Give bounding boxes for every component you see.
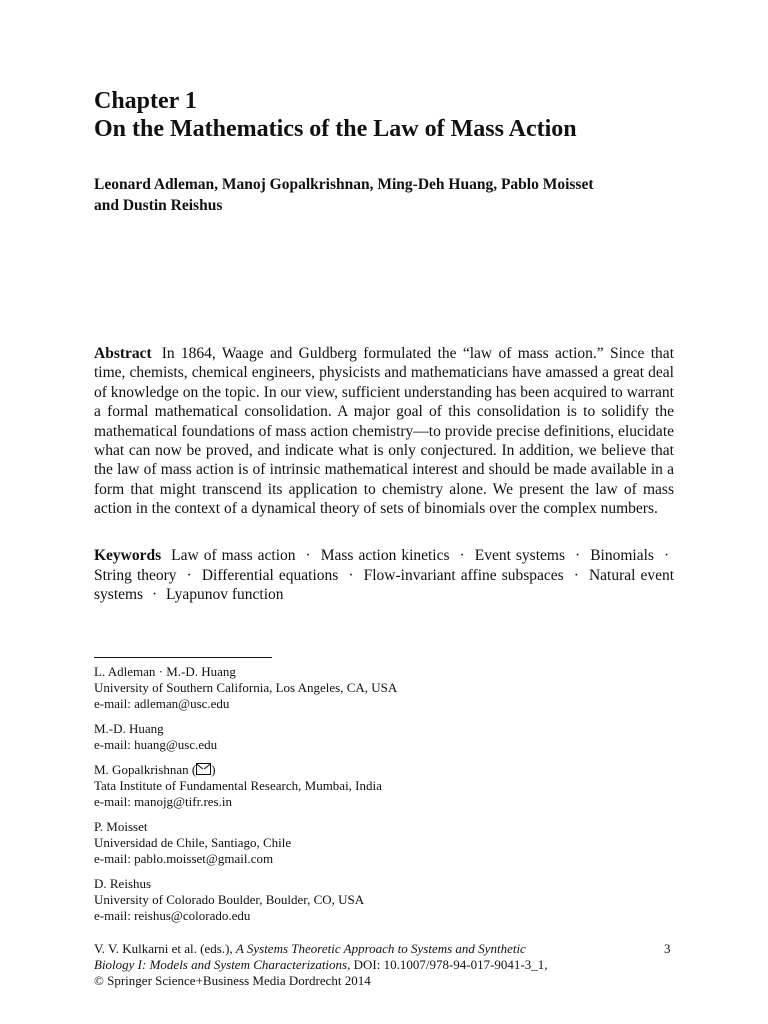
affiliation-huang <box>94 721 674 753</box>
affiliation-reishus <box>94 876 674 924</box>
affiliation-email: e-mail: huang@usc.edu <box>94 737 218 752</box>
book-title-part-1: A Systems Theoretic Approach to Systems and Synthetic <box>235 941 526 956</box>
citation-line-2 <box>94 957 674 973</box>
affiliation-email: e-mail: reishus@colorado.edu <box>94 908 251 923</box>
footnote-divider <box>94 657 272 658</box>
keyword: Lyapunov function <box>166 586 284 604</box>
keyword: Binomials <box>590 547 654 564</box>
affiliation-institution: University of Colorado Boulder, Boulder, CO, USA <box>94 892 365 907</box>
abstract-text: In 1864, Waage and Guldberg formulated the “law of mass action.” Since that time, chemists, chemical engineers, physicists and mathematicians have amassed a great deal of knowledge on the topic. In our view, sufficient understanding has been acquired to warrant a formal mathematical consolidation. A major goal of this consolidation is to solidify the mathematical foundations of mass action chemistry—to provide precise definitions, elucidate what can now be proved, and indicate what is only conjectured. In addition, we believe that the law of mass action is of intrinsic mathematical interest and should be made available in a form that might transcend its application to chemistry alone. We present the law of mass action in the context of a dynamical theory of sets of binomials over the complex numbers. <box>94 345 674 518</box>
keyword-separator: · <box>575 547 581 564</box>
keyword-separator: · <box>663 547 670 564</box>
keyword-separator: · <box>459 547 465 564</box>
keyword-list <box>94 547 674 603</box>
affiliation-name: M.-D. Huang <box>94 721 164 736</box>
affiliation-email: e-mail: pablo.moisset@gmail.com <box>94 851 274 866</box>
affiliation-gopalkrishnan <box>94 762 674 810</box>
affiliation-email: e-mail: adleman@usc.edu <box>94 696 230 711</box>
affiliation-moisset <box>94 819 674 867</box>
citation-line-1 <box>94 941 674 957</box>
affiliation-name: M. Gopalkrishnan <box>94 762 189 777</box>
keywords-label: Keywords <box>94 547 162 564</box>
affiliation-adleman-huang <box>94 664 674 712</box>
author-line-1: Leonard Adleman, Manoj Gopalkrishnan, Ming-Deh Huang, Pablo Moisset <box>94 176 594 193</box>
affiliation-name: P. Moisset <box>94 819 148 834</box>
keyword-separator: · <box>573 566 579 584</box>
keyword: String theory <box>94 566 177 584</box>
chapter-label: Chapter 1 <box>94 88 197 114</box>
affiliations <box>94 664 674 933</box>
chapter-title: On the Mathematics of the Law of Mass Action <box>94 116 577 142</box>
affiliation-name: D. Reishus <box>94 876 152 891</box>
abstract <box>94 344 674 519</box>
copyright-line: © Springer Science+Business Media Dordrecht 2014 <box>94 973 371 988</box>
keyword: Event systems <box>474 547 565 564</box>
citation-doi: , DOI: 10.1007/978-94-017-9041-3_1, <box>347 957 548 972</box>
affiliation-institution: University of Southern California, Los Angeles, CA, USA <box>94 680 398 695</box>
citation-prefix: V. V. Kulkarni et al. (eds.), <box>94 941 236 956</box>
affiliation-institution: Universidad de Chile, Santiago, Chile <box>94 835 292 850</box>
abstract-label: Abstract <box>94 345 152 362</box>
affiliation-name-row: M. Gopalkrishnan ( ) <box>94 762 216 777</box>
keyword-separator: · <box>305 547 311 564</box>
author-list <box>94 174 684 216</box>
keyword-separator: · <box>151 586 158 604</box>
keyword: Natural event systems <box>94 566 675 604</box>
keyword-separator: · <box>186 566 192 584</box>
author-line-2: and Dustin Reishus <box>94 197 223 214</box>
citation-footer <box>94 941 674 989</box>
keyword: Flow-invariant affine subspaces <box>363 566 564 584</box>
book-title-part-2: Biology I: Models and System Characterizations <box>94 957 348 972</box>
envelope-icon <box>196 763 211 775</box>
affiliation-email: e-mail: manojg@tifr.res.in <box>94 794 232 809</box>
keywords <box>94 546 674 605</box>
keyword: Law of mass action <box>171 547 296 564</box>
keyword: Differential equations <box>201 566 339 584</box>
affiliation-institution: Tata Institute of Fundamental Research, Mumbai, India <box>94 778 382 793</box>
affiliation-name: L. Adleman · M.-D. Huang <box>94 664 236 679</box>
keyword: Mass action kinetics <box>320 547 450 564</box>
keyword-separator: · <box>348 566 354 584</box>
page-number: 3 <box>664 941 671 956</box>
